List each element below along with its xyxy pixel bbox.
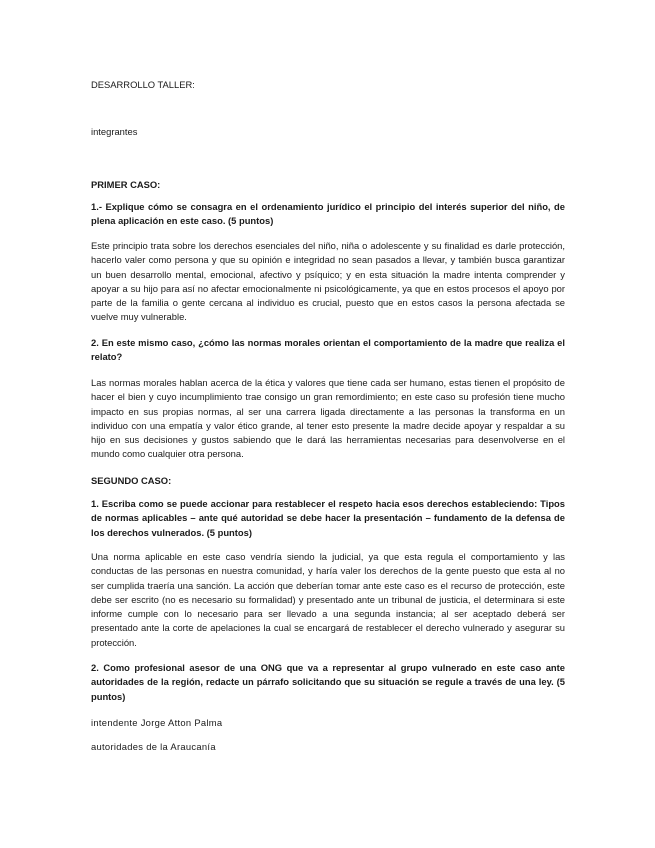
segundo-caso-question-2: 2. Como profesional asesor de una ONG que va a representar al grupo vulnerado en este caso ante autoridades de la región, redacte un párrafo solicitando que su situación se regule a través de una ley. (5 puntos): [91, 662, 565, 702]
primer-caso-answer-2: Las normas morales hablan acerca de la ética y valores que tiene cada ser humano, estas tienen el propósito de hacer el bien y cuyo incumplimiento trae consigo un gran remordimiento; en este caso su profesión tiene mucho impacto en sus propias normas, al ser una carrera ligada directamente a las personas la transforma en un individuo con una empatía y valor ético grande, al tener esto presente la madre decide apoyar y respaldar a su hijo en sus decisiones y gustos sabiendo que le dará las herramientas necesarias para desenvolverse en el mundo como cualquier otra persona.: [91, 377, 565, 460]
addressee-line-1: intendente Jorge Atton Palma: [91, 717, 223, 728]
segundo-caso-question-1: 1. Escriba como se puede accionar para restablecer el respeto hacia esos derechos estableciendo: Tipos de normas aplicables – ante qué autoridad se debe hacer la presentación – fundamento de la defensa de los derechos vulnerados. (5 puntos): [91, 498, 565, 538]
primer-caso-question-1: 1.- Explique cómo se consagra en el ordenamiento jurídico el principio del interés superior del niño, de plena aplicación en este caso. (5 puntos): [91, 201, 565, 227]
primer-caso-question-2: 2. En este mismo caso, ¿cómo las normas morales orientan el comportamiento de la madre que realiza el relato?: [91, 337, 565, 363]
doc-title: DESARROLLO TALLER:: [91, 79, 195, 90]
segundo-caso-heading: SEGUNDO CASO:: [91, 475, 172, 486]
primer-caso-heading: PRIMER CASO:: [91, 179, 161, 190]
addressee-line-2: autoridades de la Araucanía: [91, 741, 216, 752]
primer-caso-answer-1: Este principio trata sobre los derechos esenciales del niño, niña o adolescente y su finalidad es darle protección, hacerlo valer como persona y que su opinión e integridad no sean pasados a llevar, y también busca garantizar un buen desarrollo mental, emocional, afectivo y psíquico; y en esta situación la madre intenta comprender y apoyar a su hijo para así no afectar emocionalmente ni psicológicamente, ya que en estos procesos el apoyo por parte de la familia o gente cercana al individuo es crucial, puesto que en estos casos la persona afectada se vuelve muy vulnerable.: [91, 240, 565, 323]
segundo-caso-answer-1: Una norma aplicable en este caso vendría siendo la judicial, ya que esta regula el comportamiento y las conductas de las personas en nuestra comunidad, y haría valer los derechos de la gente puesto que esta al no ser cumplida traería una sanción. La acción que deberían tomar ante este caso es el recurso de protección, este debe ser escrito (no es necesario su formalidad) y presentado ante un tribunal de justicia, el determinara si este informe cumple con lo necesario para ser llevado a una segunda instancia; al ser aceptado deberá ser presentado ante la corte de apelaciones la cual se encargará de restablecer el derecho vulnerado y asegurar su protección.: [91, 551, 565, 648]
integrantes-label: integrantes: [91, 126, 138, 137]
